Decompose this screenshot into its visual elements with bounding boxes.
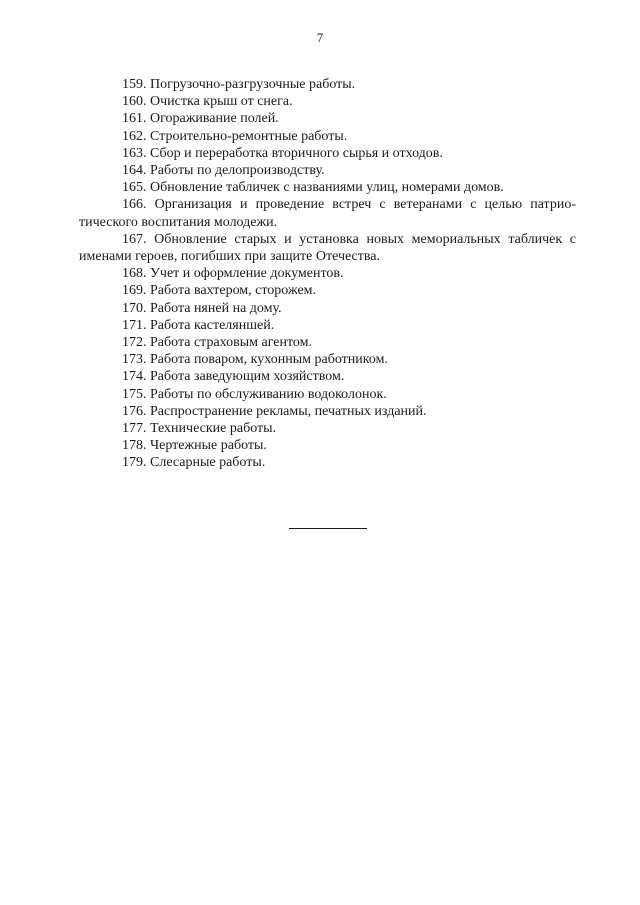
page-number: 7 — [316, 30, 324, 45]
list-item: 166. Организация и проведение встреч с ветеранами с целью патрио-тического воспитания молодежи. — [79, 197, 576, 230]
list-item: 174. Работа заведующим хозяйством. — [122, 369, 345, 385]
list-item: 165. Обновление табличек с названиями улиц, номерами домов. — [122, 180, 504, 196]
list-item: 160. Очистка крыш от снега. — [122, 94, 293, 110]
list-item: 176. Распространение рекламы, печатных изданий. — [122, 403, 427, 419]
list-item: 169. Работа вахтером, сторожем. — [122, 283, 317, 299]
list-item: 167. Обновление старых и установка новых мемориальных табличек с именами героев, погибших при защите Отечества. — [79, 231, 576, 265]
list-item: 173. Работа поваром, кухонным работником. — [122, 352, 388, 368]
list-item: 163. Сбор и переработка вторичного сырья и отходов. — [122, 145, 443, 161]
list-item: 175. Работы по обслуживанию водоколонок. — [122, 386, 387, 402]
list-item: 164. Работы по делопроизводству. — [122, 163, 325, 179]
list-item: 179. Слесарные работы. — [122, 455, 266, 471]
list-item: 171. Работа кастеляншей. — [122, 317, 275, 333]
work-types-list — [79, 76, 576, 472]
list-item: 168. Учет и оформление документов. — [122, 266, 344, 282]
list-item: 178. Чертежные работы. — [122, 438, 267, 454]
list-item: 177. Технические работы. — [122, 421, 277, 437]
list-item: 161. Огораживание полей. — [122, 111, 279, 127]
closing-rule — [289, 528, 367, 529]
list-item: 159. Погрузочно-разгрузочные работы. — [122, 77, 356, 92]
list-item: 172. Работа страховым агентом. — [122, 335, 313, 351]
list-item: 162. Строительно-ремонтные работы. — [122, 128, 348, 144]
list-item: 170. Работа няней на дому. — [122, 300, 282, 316]
